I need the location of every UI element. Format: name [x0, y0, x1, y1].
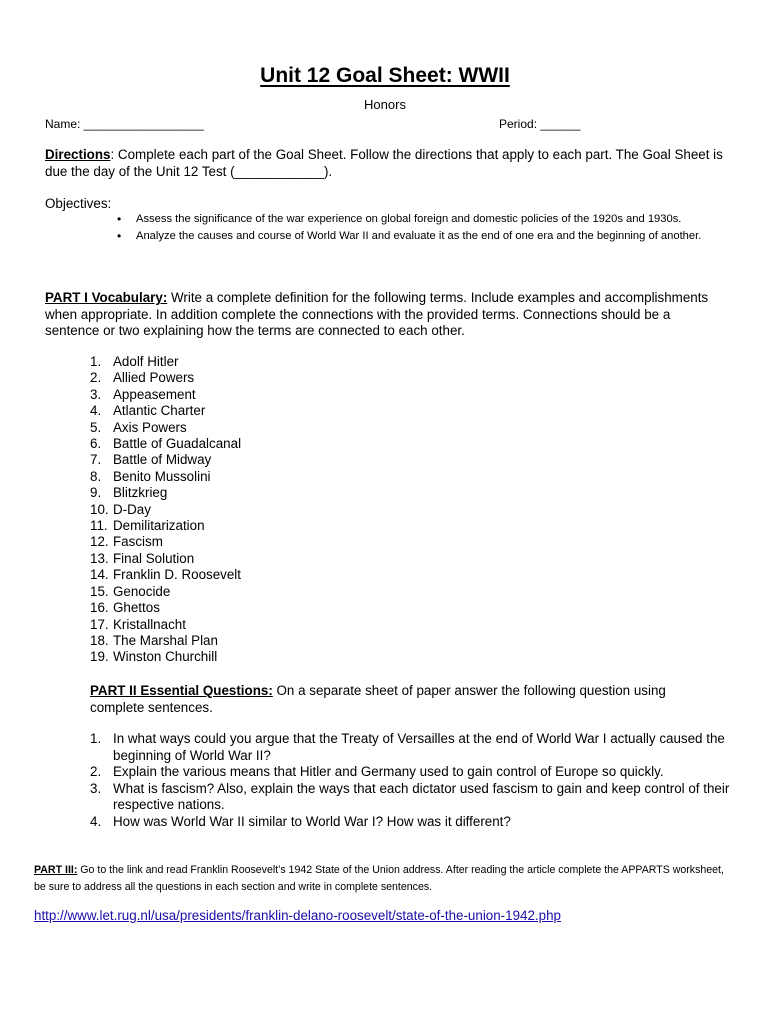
part1-label: PART I Vocabulary: [45, 290, 168, 305]
vocab-item [90, 617, 490, 633]
objective-item: • Analyze the causes and course of World War II and evaluate it as the end of one era and the beginning of another. [136, 229, 728, 245]
question-text: How was World War II similar to World War I? How was it different? [113, 813, 511, 829]
vocab-number: 2. [90, 370, 102, 386]
objective-item: • Assess the significance of the war experience on global foreign and domestic policies of the 1920s and 1930s. [136, 212, 728, 228]
vocab-term: Fascism [113, 534, 163, 550]
vocab-item [90, 502, 490, 518]
vocab-number: 5. [90, 419, 102, 435]
vocab-number: 19. [90, 649, 109, 665]
vocab-term: Allied Powers [113, 370, 195, 386]
state-of-union-link[interactable]: http://www.let.rug.nl/usa/presidents/franklin-delano-roosevelt/state-of-the-union-1942.php [34, 908, 561, 923]
directions-label: Directions [45, 147, 111, 162]
vocab-number: 15. [90, 583, 109, 599]
vocab-term: Kristallnacht [113, 616, 186, 632]
vocab-item [90, 452, 490, 468]
period-field-line: Period: ______ [499, 117, 581, 131]
question-item [90, 781, 730, 814]
question-number: 2. [90, 764, 102, 780]
vocab-item [90, 469, 490, 485]
vocab-item [90, 403, 490, 419]
question-number: 4. [90, 813, 102, 829]
vocab-term: Genocide [113, 583, 171, 599]
part1-text: Write a complete definition for the following terms. Include examples and accomplishments when appropriate. In addition complete the connections with the provided terms. Connections should be a sentence or two explaining how the terms are connected to each other. [45, 290, 709, 338]
vocab-term: Blitzkrieg [113, 485, 168, 501]
vocab-number: 17. [90, 616, 109, 632]
vocab-term: The Marshal Plan [113, 632, 218, 648]
vocab-item [90, 649, 490, 665]
vocab-number: 12. [90, 534, 109, 550]
vocab-item [90, 518, 490, 534]
question-text: Explain the various means that Hitler and Germany used to gain control of Europe so quickly. [113, 764, 664, 780]
vocab-number: 10. [90, 501, 109, 517]
vocab-number: 7. [90, 452, 102, 468]
vocab-item [90, 436, 490, 452]
vocab-number: 8. [90, 468, 102, 484]
vocab-item [90, 354, 490, 370]
part1-instructions [45, 290, 725, 340]
vocab-number: 3. [90, 386, 102, 402]
vocab-item [90, 567, 490, 583]
name-field-line: Name: __________________ [45, 117, 204, 131]
vocab-term: Atlantic Charter [113, 403, 206, 419]
vocab-item [90, 387, 490, 403]
vocab-number: 14. [90, 567, 109, 583]
vocab-term: Benito Mussolini [113, 468, 211, 484]
vocab-term: Final Solution [113, 550, 195, 566]
vocab-item [90, 534, 490, 550]
vocab-item [90, 600, 490, 616]
vocab-term: Adolf Hitler [113, 354, 179, 369]
vocab-term: Demilitarization [113, 518, 205, 534]
vocab-term: D-Day [113, 501, 151, 517]
directions-text: : Complete each part of the Goal Sheet. Follow the directions that apply to each part. The Goal Sheet is due the day of the Unit 12 Test (____________). [45, 147, 723, 179]
page-subtitle: Honors [364, 97, 406, 112]
question-number: 3. [90, 780, 102, 796]
vocab-number: 1. [90, 354, 102, 369]
vocab-term: Winston Churchill [113, 649, 218, 665]
part3-label: PART III: [34, 864, 78, 876]
vocab-number: 6. [90, 436, 102, 452]
vocabulary-list [90, 354, 490, 666]
objectives-list [136, 212, 728, 245]
page-title: Unit 12 Goal Sheet: WWII [260, 64, 510, 87]
part2-label: PART II Essential Questions: [90, 683, 273, 698]
part2-text: On a separate sheet of paper answer the following question using complete sentences. [90, 683, 666, 715]
vocab-number: 18. [90, 632, 109, 648]
question-item [90, 731, 730, 764]
question-item [90, 814, 730, 831]
vocab-number: 4. [90, 403, 102, 419]
question-text: What is fascism? Also, explain the ways that each dictator used fascism to gain and keep control of their respective nations. [113, 780, 730, 813]
question-item [90, 764, 730, 781]
vocab-number: 11. [90, 518, 108, 534]
vocab-number: 9. [90, 485, 102, 501]
vocab-number: 13. [90, 550, 109, 566]
vocab-term: Battle of Midway [113, 452, 212, 468]
objectives-label: Objectives: [45, 196, 112, 211]
part2-instructions [90, 682, 720, 716]
vocab-term: Appeasement [113, 386, 196, 402]
vocab-item [90, 551, 490, 567]
part3-instructions [34, 862, 734, 896]
vocab-term: Ghettos [113, 600, 160, 616]
vocab-number: 16. [90, 600, 109, 616]
vocab-item [90, 584, 490, 600]
vocab-term: Battle of Guadalcanal [113, 436, 242, 452]
vocab-term: Franklin D. Roosevelt [113, 567, 242, 583]
vocab-term: Axis Powers [113, 419, 187, 435]
vocab-item [90, 420, 490, 436]
vocab-item [90, 485, 490, 501]
vocab-item [90, 370, 490, 386]
directions-paragraph [45, 146, 725, 180]
essential-questions-list [90, 731, 730, 831]
question-number: 1. [90, 731, 102, 746]
vocab-item [90, 633, 490, 649]
part3-text: Go to the link and read Franklin Roosevelt’s 1942 State of the Union address. After reading the article complete the APPARTS worksheet, be sure to address all the questions in each section and write in complete sentences. [34, 864, 724, 893]
question-text: In what ways could you argue that the Treaty of Versailles at the end of World War I actually caused the beginning of World War II? [113, 731, 725, 763]
